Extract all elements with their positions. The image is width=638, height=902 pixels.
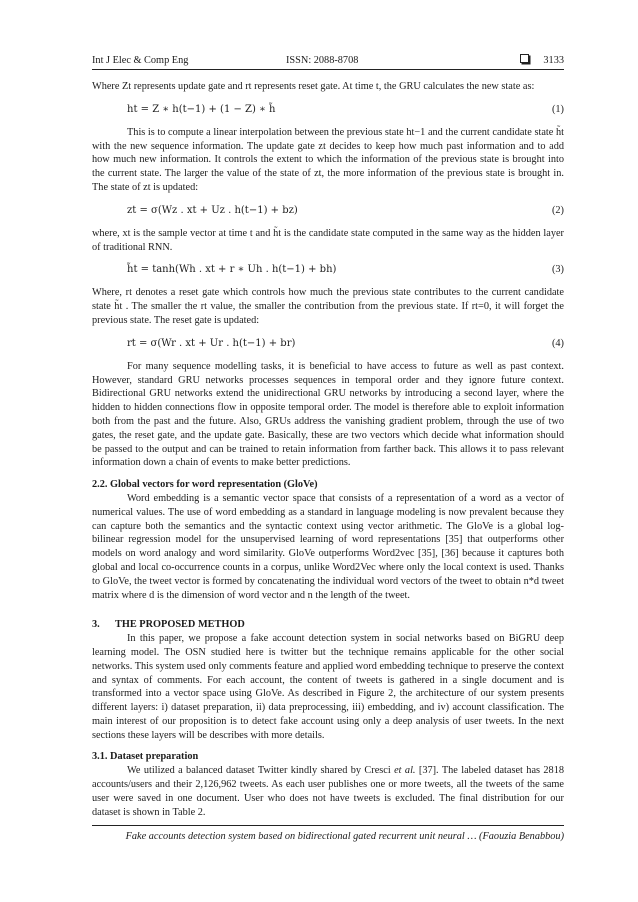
paragraph-bidirectional: For many sequence modelling tasks, it is beneficial to have access to future as well as past context. However, standard GRU networks processes sequences in temporal order and they ignore future context. Bidirectional GRU networks extend the unidirectional GRU networks by introducing a second layer, where the hidden to hidden connections flow in opposite temporal order. The model is therefore able to exploit information both from the past and the future. Also, GRUs address the vanishing gradient problem, through the use of two gates, the reset gate, and the update gate. Basically, these are two vectors which decide what information should be passed to the output and can be trained to retain information from farther back. This allows it to pass relevant information down a chain of events to make better predictions.: [92, 360, 564, 469]
equation-2-number: (2): [551, 204, 564, 216]
equation-1-expression: ht = Z ∗ h(t−1) + (1 − Z) ∗ h̃: [127, 103, 276, 115]
equation-4-expression: rt = σ(Wr . xt + Ur . h(t−1) + br): [127, 337, 296, 349]
equation-1-number: (1): [551, 103, 564, 115]
equation-3: [92, 263, 564, 277]
dataset-text-start: We utilized a balanced dataset Twitter kindly shared by Cresci: [127, 765, 395, 777]
equation-1: [92, 103, 564, 117]
equation-2-expression: zt = σ(Wz . xt + Uz . h(t−1) + bz): [127, 204, 298, 216]
equation-3-number: (3): [551, 264, 564, 276]
paragraph-sample-vector: where, xt is the sample vector at time t and h̃t is the candidate state computed in the same way as the hidden layer of traditional RNN.: [92, 227, 564, 253]
section-heading-2-2: 2.2. Global vectors for word representation (GloVe): [92, 479, 318, 491]
paragraph-dataset: [92, 764, 564, 819]
paragraph-interpolation: This is to compute a linear interpolation between the previous state ht−1 and the current candidate state h̃t with the new sequence information. The update gate zt decides to keep how much past information and to add how much new information. It controls the extent to which the information of the previous state is brought into the current state. The larger the value of the state of zt, the more information of the previous state is brought in. The state of zt is updated:: [92, 126, 564, 193]
et-al: et al.: [394, 765, 416, 777]
page-number-block: [520, 54, 564, 68]
journal-name: Int J Elec & Comp Eng: [92, 55, 189, 66]
equation-4-number: (4): [551, 337, 564, 349]
paragraph-glove: Word embedding is a semantic vector space that consists of a representation of a word as a vector of numerical values. The use of word embedding as a standard in language modeling is now prevalent because they can capture both the semantics and the syntactic context using vector arithmetic. The GloVe is a global log-bilinear regression model for the unsupervised learning of word representations [35] that outperforms other models on word analogy and word similarity. GloVe outperforms Word2vec [35], [36] because it captures both global and local co-occurrence counts in a corpus, unlike Word2Vec where only the local context is used. Thanks to GloVe, the tweet vector is formed by concatenating the individual word vectors of the tweet to obtain n*d tweet matrix where d is the dimension of word vector and n the length of the tweet.: [92, 492, 564, 601]
equation-2: [92, 204, 564, 218]
issn: ISSN: 2088-8708: [286, 55, 359, 66]
paragraph-gru-intro: Where Zt represents update gate and rt represents reset gate. At time t, the GRU calculates the new state as:: [92, 81, 535, 92]
equation-4: [92, 337, 564, 351]
dataset-text-end: [37]. The labeled dataset has 2818 accounts/users and their 2,126,962 tweets. As each user publishes one or more tweets, all the tweets of the same user were saved in one document. User who does not have tweets is excluded. The final distribution for our dataset is shown in Table 2.: [92, 765, 564, 818]
running-footer: Fake accounts detection system based on bidirectional gated recurrent unit neural … (Faouzia Benabbou): [92, 825, 564, 844]
body-text: [92, 80, 564, 819]
paragraph-proposed-method: In this paper, we propose a fake account detection system in social networks based on BiGRU deep learning model. The OSN studied here is twitter but the technique remains applicable for the other social networks. This system used only comments feature and applied word embedding technique to preserve the context and syntax of comments. For each account, the content of tweets is gathered in a single document and is transformed into a vector space using GloVe. As described in Figure 2, the architecture of our system presents different layers: i) dataset preparation, ii) data preprocessing, iii) embedding, and iv) account classification. The main interest of our proposition is to detect fake account using only a deep analysis of user tweets. In the next sections these layers will be describes with more details.: [92, 633, 564, 741]
section-heading-3-1: 3.1. Dataset preparation: [92, 751, 199, 763]
running-header: [92, 54, 564, 70]
section-heading-3: 3. THE PROPOSED METHOD: [92, 619, 245, 631]
square-box-icon: [520, 54, 529, 63]
paragraph-reset-gate: Where, rt denotes a reset gate which controls how much the previous state contributes to the current candidate state h̃t . The smaller the rt value, the smaller the contribution from the previous state. If rt=0, it will forget the previous state. The reset gate is updated:: [92, 287, 564, 326]
page-number: 3133: [543, 55, 564, 66]
equation-3-expression: h̃t = tanh(Wh . xt + r ∗ Uh . h(t−1) + bh): [127, 264, 337, 276]
